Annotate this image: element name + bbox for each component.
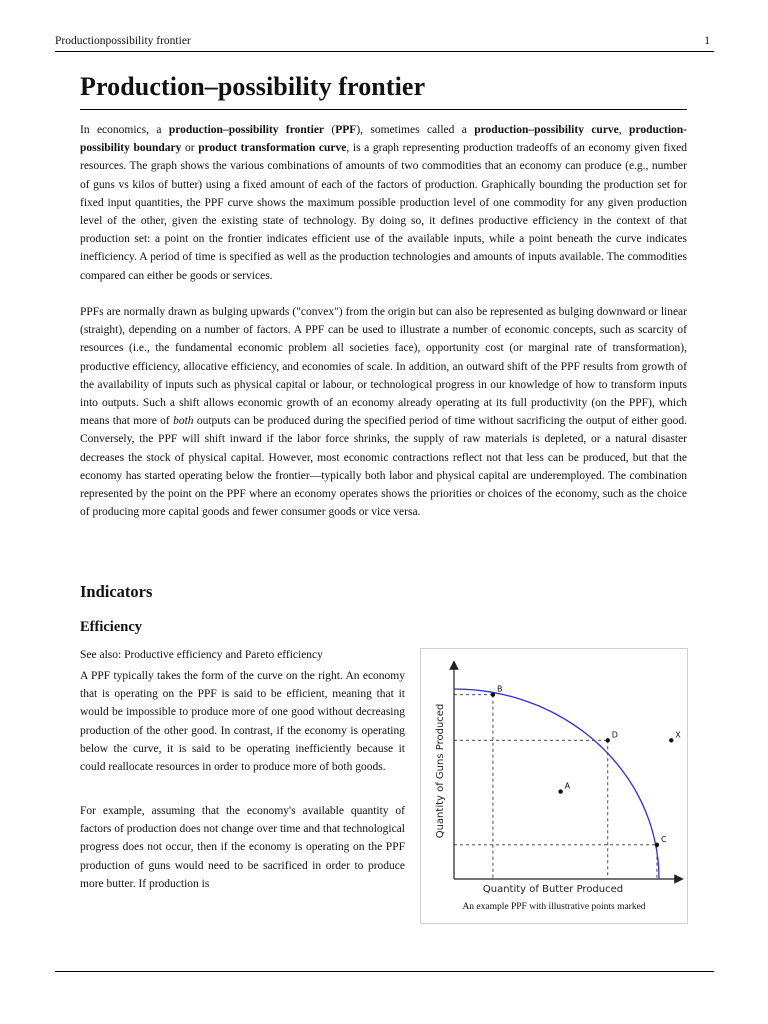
point-b (491, 693, 495, 697)
point-label-c: C (660, 834, 667, 844)
para2-text-1: PPFs are normally drawn as bulging upwards ("convex") from the origin but can also be represented as bulging downward or linear (straight), depending on a number of factors. A PPF can be used to illustrate a number of economic concepts, such as scarcity of resources (i.e., the fundamental economic problem all societies face), opportunity cost (or marginal rate of transformation), productive efficiency, allocative efficiency, and economies of scale. In addition, an outward shift of the PPF results from growth of the availability of inputs such as physical capital or labour, or technological progress in our knowledge of how to transform inputs into outputs. Such a shift allows economic growth of an economy already operating at its full productivity (on the PPF), which means that more of (80, 306, 687, 428)
figure-caption: An example PPF with illustrative points marked (462, 902, 646, 912)
point-label-x: X (675, 730, 681, 740)
ppf-points (491, 685, 682, 847)
term-transformation-curve: product transformation curve (198, 142, 347, 155)
guide-lines (454, 695, 657, 879)
indicators-heading: Indicators (80, 582, 153, 601)
term-ppf-boundary: production-possibility boundary (80, 124, 687, 155)
intro-text-3: ), sometimes called a (356, 124, 475, 136)
title-rule (80, 109, 687, 110)
ppf-shape-paragraph (80, 303, 687, 521)
efficiency-paragraph-2: For example, assuming that the economy's available quantity of factors of production does not change over time and that technological progress does not occur, then if the economy is operating on the PPF production of guns would need to be sacrificed in order to produce more butter. If production is (80, 805, 405, 890)
point-label-a: A (564, 781, 571, 791)
intro-text-5: or (181, 142, 199, 155)
term-ppf: PPF (335, 124, 357, 136)
efficiency-paragraph-1: A PPF typically takes the form of the curve on the right. An economy that is operating on the PPF is said to be efficient, meaning that it would be impossible to produce more of one good without decreasing production of the other good. In contrast, if the economy is operating below the curve, it is said to be operating inefficiently because it could reallocate resources in order to produce more of both goods. (80, 670, 405, 774)
see-also-note: See also: Productive efficiency and Pareto efficiency (80, 649, 323, 661)
article-title: Production–possibility frontier (80, 72, 426, 101)
page-number: 1 (704, 35, 710, 47)
intro-text-4: , (618, 124, 630, 136)
running-header (55, 35, 714, 51)
term-ppf-frontier: production–possibility frontier (168, 124, 325, 136)
footer-rule (55, 971, 714, 972)
efficiency-heading: Efficiency (80, 619, 143, 635)
intro-paragraph (80, 121, 687, 285)
para2-text-2: outputs can be produced during the specified period of time without sacrificing the output of either good. Conversely, the PPF will shift inward if the labor force shrinks, the supply of raw materials is depleted, or a natural disaster decreases the stock of physical capital. However, most economic contractions reflect not that less can be produced, but that the economy has started operating below the frontier—typically both labor and physical capital are underemployed. The combination represented by the point on the PPF where an economy operates shows the priorities or choices of the economy, such as the choice of producing more capital goods and fewer consumer goods or vice versa. (80, 415, 687, 519)
intro-text-1: In economics, a (80, 124, 169, 136)
running-title: Productionpossibility frontier (55, 35, 191, 47)
point-a (558, 789, 562, 793)
emphasis-both: both (173, 415, 194, 428)
intro-text-6: , is a graph representing production tradeoffs of an economy given fixed resources. The graph shows the various combinations of amounts of two commodities that an economy can produce (e.g., number of guns vs kilos of butter) using a fixed amount of each of the factors of production. Graphically bounding the production set for fixed input quantities, the PPF curve shows the maximum possible production level of one commodity for any given production level of the other, given the existing state of technology. By doing so, it defines productive efficiency in the context of that production set: a point on the frontier indicates efficient use of the available inputs, while a point beneath the curve indicates inefficiency. A period of time is specified as well as the production technologies and amounts of inputs available. The commodities compared can either be goods or services. (80, 142, 687, 282)
point-x (669, 738, 673, 742)
ppf-diagram (421, 649, 687, 899)
point-label-d: D (611, 730, 618, 740)
ppf-curve (454, 689, 659, 879)
point-label-b: B (496, 684, 503, 694)
intro-text-2: ( (324, 124, 336, 136)
y-axis-label: Quantity of Guns Produced (435, 703, 446, 839)
point-c (655, 843, 659, 847)
x-axis-label: Quantity of Butter Produced (482, 884, 624, 895)
term-ppf-curve: production–possibility curve (474, 124, 619, 136)
ppf-figure (420, 648, 688, 924)
header-rule (55, 51, 714, 52)
point-d (606, 738, 610, 742)
